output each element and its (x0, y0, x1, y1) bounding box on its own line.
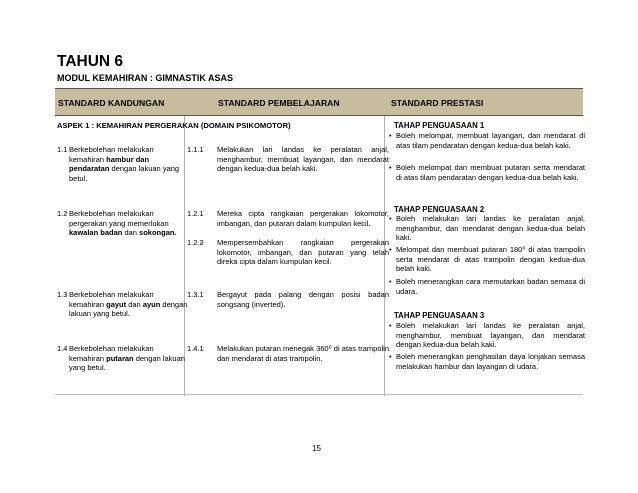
bullet-icon: • (389, 214, 392, 223)
kandungan-item (57, 209, 185, 269)
pembelajaran-number: 1.2.2 (187, 238, 204, 247)
table-header (55, 88, 583, 116)
bullet-icon: • (389, 277, 392, 286)
pembelajaran-text: Melakukan putaran menegak 360⁰ di atas trampolin dan mendarat di atas trampolin. (217, 344, 389, 363)
prestasi-text: Boleh melompat, membuat layangan, dan mendarat di atas tilam pendaratan dengan kedua-dua belah kaki. (396, 131, 585, 150)
prestasi-text: Boleh melompat dan membuat putaran serta mendarat di atas tilam pendaratan dengan kedua-dua belah kaki. (396, 163, 585, 182)
pembelajaran-text: Melakukan lari landas ke peralatan anjal, menghambur, membuat layangan, dan mendarat dengan kedua-dua belah kaki. (217, 145, 389, 174)
bullet-icon: • (389, 321, 392, 330)
pembelajaran-item (187, 290, 387, 320)
bullet-icon: • (389, 131, 392, 140)
pembelajaran-number: 1.3.1 (187, 290, 204, 299)
kandungan-item (57, 145, 185, 205)
prestasi-bullet (389, 163, 585, 182)
pembelajaran-number: 1.1.1 (187, 145, 204, 154)
pembelajaran-item (187, 238, 387, 278)
kandungan-number: 1.3 (57, 290, 68, 299)
prestasi-text: Boleh melakukan lari landas ke peralatan anjal, menghambur, dan mendarat dengan kedua-dua belah kaki. (396, 214, 585, 243)
prestasi-bullet (389, 214, 585, 243)
prestasi-bullet (389, 245, 585, 274)
prestasi-text: Boleh menerangkan penghasilan daya lonjakan semasa melakukan hambur dan layangan di udara. (396, 352, 585, 371)
prestasi-text: Boleh menerangkan cara memutarkan badan semasa di udara. (396, 277, 585, 296)
header-standard-pembelajaran: STANDARD PEMBELAJARAN (218, 98, 340, 108)
tahap-penguasaan-2-title: TAHAP PENGUASAAN 2 (394, 205, 485, 214)
kandungan-text: Berkebolehan melakukan pergerakan yang memerlukan kawalan badan dan sokongan. (69, 209, 177, 238)
kandungan-item (57, 344, 185, 394)
bullet-icon: • (389, 163, 392, 172)
pembelajaran-text: Mempersembahkan rangkaian pergerakan lokomotor, imbangan, dan putaran yang telah direka cipta dalam kumpulan kecil. (217, 238, 389, 267)
kandungan-number: 1.4 (57, 344, 68, 353)
header-standard-prestasi: STANDARD PRESTASI (391, 98, 484, 108)
pembelajaran-item (187, 209, 387, 239)
prestasi-bullet (389, 321, 585, 350)
prestasi-text: Melompat dan membuat putaran 180⁰ di atas trampolin serta mendarat di atas trampolin dengan kedua-dua belah kaki. (396, 245, 585, 274)
prestasi-bullet (389, 277, 585, 296)
table-bottom-border (55, 394, 583, 395)
pembelajaran-item (187, 344, 387, 374)
pembelajaran-text: Mereka cipta rangkaian pergerakan lokomotor, imbangan, dan putaran dalam kumpulan kecil. (217, 209, 389, 228)
kandungan-text: Berkebolehan melakukan kemahiran hambur dan pendaratan dengan lakuan yang betul. (69, 145, 180, 183)
page-title: TAHUN 6 (57, 53, 124, 70)
prestasi-bullet (389, 131, 585, 150)
kandungan-item (57, 290, 188, 340)
prestasi-bullet (389, 352, 585, 371)
tahap-penguasaan-3-title: TAHAP PENGUASAAN 3 (394, 311, 485, 320)
kandungan-number: 1.1 (57, 145, 68, 154)
pembelajaran-number: 1.4.1 (187, 344, 204, 353)
kandungan-text: Berkebolehan melakukan kemahiran gayut dan ayun dengan lakuan yang betul. (69, 290, 188, 319)
tahap-penguasaan-1-title: TAHAP PENGUASAAN 1 (394, 121, 485, 130)
pembelajaran-item (187, 145, 387, 185)
bullet-icon: • (389, 352, 392, 361)
kandungan-text: Berkebolehan melakukan kemahiran putaran dengan lakuan yang betul. (69, 344, 185, 373)
header-standard-kandungan: STANDARD KANDUNGAN (58, 98, 165, 108)
module-subtitle: MODUL KEMAHIRAN : GIMNASTIK ASAS (57, 73, 233, 83)
aspek-heading: ASPEK 1 : KEMAHIRAN PERGERAKAN (DOMAIN PSIKOMOTOR) (57, 121, 291, 130)
pembelajaran-number: 1.2.1 (187, 209, 204, 218)
page-number: 15 (312, 444, 321, 453)
pembelajaran-text: Bergayut pada palang dengan posisi badan songsang (inverted). (217, 290, 389, 309)
bullet-icon: • (389, 245, 392, 254)
kandungan-number: 1.2 (57, 209, 68, 218)
prestasi-text: Boleh melakukan lari landas ke peralatan anjal, menghambur, membuat layangan, dan mendarat dengan kedua-dua belah kaki. (396, 321, 585, 350)
